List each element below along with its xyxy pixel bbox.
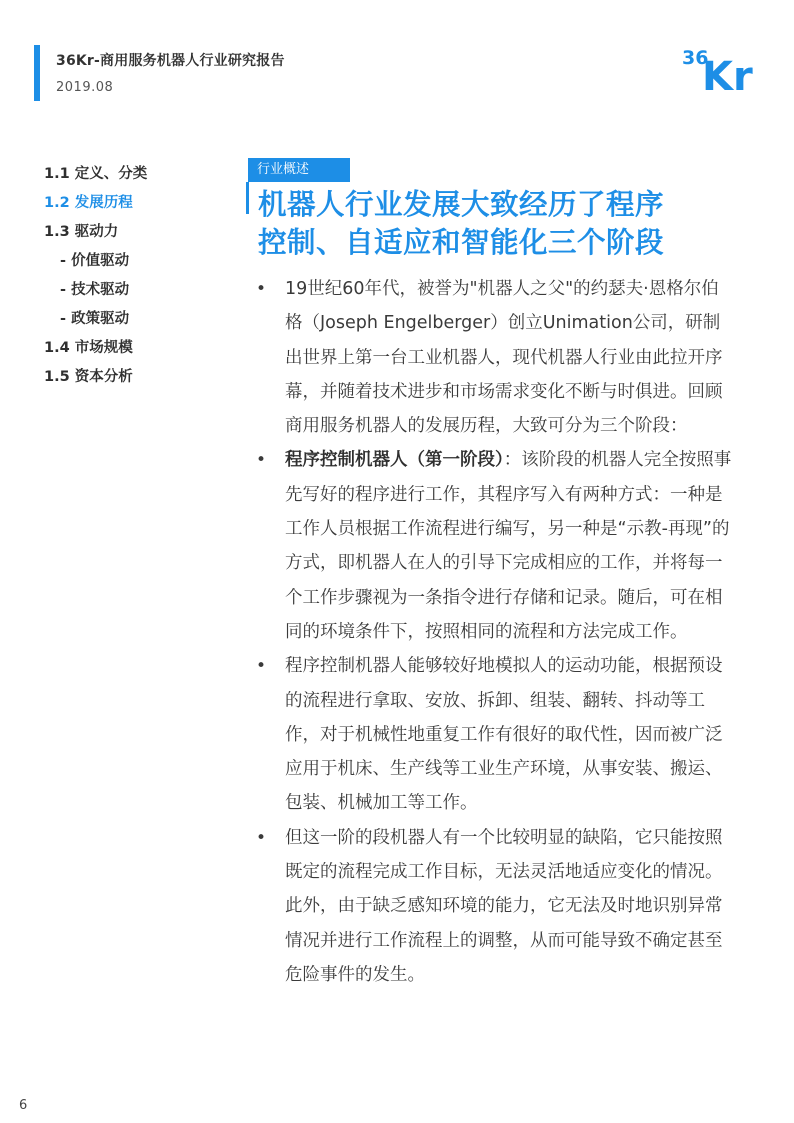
bullet-bold-lead: 程序控制机器人（第一阶段） [285, 450, 504, 471]
body-content [256, 272, 736, 992]
section-tag: 行业概述 [248, 158, 350, 182]
bullet-text: ：该阶段的机器人完全按照事先写好的程序进行工作，其程序写入有两种方式：一种是工作人员根据工作流程进行编写，另一种是“示教-再现”的方式，即机器人在人的引导下完成相应的工作，并将每一个工作步骤视为一条指令进行存储和记录。随后，可在相同的环境条件下，按照相同的流程和方法完成工作。 [285, 450, 732, 642]
36kr-logo [680, 44, 764, 94]
bullet-paragraph [256, 272, 736, 443]
page-number: 6 [19, 1098, 28, 1113]
logo-digits: 36 [682, 47, 709, 69]
bullet-paragraph [256, 443, 736, 649]
bullet-text: 但这一阶的段机器人有一个比较明显的缺陷，它只能按照既定的流程完成工作目标，无法灵活地适应变化的情况。此外，由于缺乏感知环境的能力，它无法及时地识别异常情况并进行工作流程上的调整，从而可能导致不确定甚至危险事件的发生。 [285, 827, 723, 985]
table-of-contents [44, 160, 224, 392]
bullet-dot-icon: • [256, 656, 267, 677]
bullet-dot-icon: • [256, 279, 267, 299]
page-title-line-1: 机器人行业发展大致经历了程序 [258, 188, 665, 221]
toc-item-policy-driver[interactable]: - 政策驱动 [60, 311, 130, 327]
toc-item-history[interactable]: 1.2 发展历程 [44, 195, 133, 211]
bullet-text: 19世纪60年代，被誉为"机器人之父"的约瑟夫·恩格尔伯格（Joseph Engelberger）创立Unimation公司，研制出世界上第一台工业机器人，现代机器人行业由此拉开序幕，并随着技术进步和市场需求变化不断与时俱进。回顾商用服务机器人的发展历程，大致可分为三个阶段： [285, 279, 723, 437]
header-accent-bar [34, 45, 40, 101]
toc-item-drivers[interactable]: 1.3 驱动力 [44, 224, 119, 240]
bullet-paragraph [256, 649, 736, 820]
logo-letters: Kr [702, 54, 753, 94]
page-title-line-2: 控制、自适应和智能化三个阶段 [258, 226, 665, 259]
page-title [258, 186, 738, 262]
report-date: 2019.08 [56, 80, 114, 95]
toc-item-definition[interactable]: 1.1 定义、分类 [44, 166, 148, 182]
toc-item-value-driver[interactable]: - 价值驱动 [60, 253, 130, 269]
toc-item-capital-analysis[interactable]: 1.5 资本分析 [44, 369, 133, 385]
bullet-text: 程序控制机器人能够较好地模拟人的运动功能，根据预设的流程进行拿取、安放、拆卸、组装、翻转、抖动等工作，对于机械性地重复工作有很好的取代性，因而被广泛应用于机床、生产线等工业生产环境，从事安装、搬运、包装、机械加工等工作。 [285, 656, 723, 814]
bullet-dot-icon: • [256, 827, 267, 848]
toc-item-market-size[interactable]: 1.4 市场规模 [44, 340, 133, 356]
bullet-dot-icon: • [256, 450, 267, 471]
report-title: 36Kr-商用服务机器人行业研究报告 [56, 53, 285, 69]
toc-item-tech-driver[interactable]: - 技术驱动 [60, 282, 130, 298]
bullet-paragraph [256, 821, 736, 992]
title-accent-bar [246, 182, 249, 214]
